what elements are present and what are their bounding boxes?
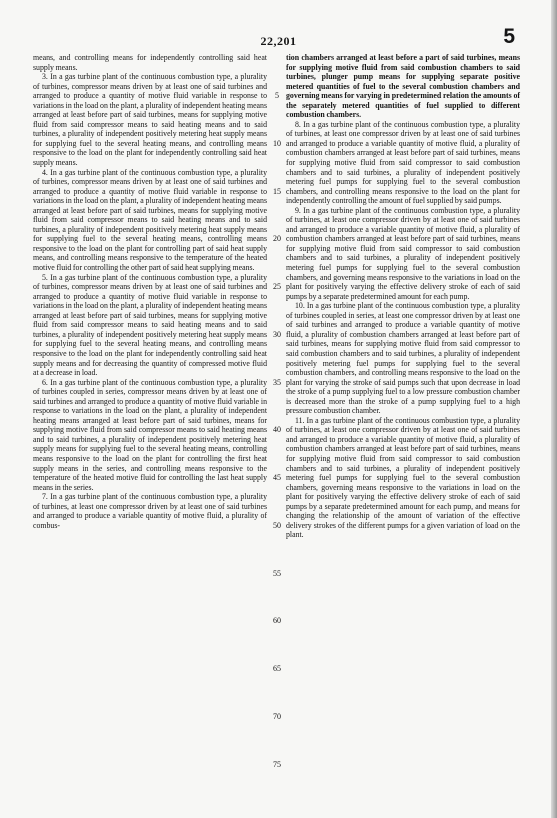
right-column — [286, 53, 520, 540]
line-number: 20 — [273, 234, 281, 244]
claim-paragraph: 8. In a gas turbine plant of the continuous combustion type, a plurality of turbines, at least one compressor driven by at least one of said turbines and arranged to produce a variable quantity of motive fluid, a plurality of combustion chambers arranged at least before part of said turbines, means for supplying motive fluid from said compressor to said combustion chambers and to said turbines, a plurality of independent positively metering fuel pumps for supplying fuel to the several combustion chambers, and controlling means responsive to the load on the plant for independently controlling the amount of fuel supplied by said pumps. — [286, 119, 520, 206]
claim-paragraph: 9. In a gas turbine plant of the continuous combustion type, a plurality of turbines, at least one compressor driven by at least one of said turbines and arranged to produce a variable quantity of motive fluid, a plurality of combustion chambers arranged at least before part of said turbines, means for supplying motive fluid from said compressor to said combustion chambers and to said turbines, a plurality of independent positively metering fuel pumps for supplying fuel to the several combustion chambers, and governing means responsive to the variations in load on the plant for positively varying the effective delivery stroke of each of said pumps by a separate predetermined amount for each pump. — [286, 205, 520, 301]
line-number: 10 — [273, 138, 281, 148]
claim-paragraph: 3. In a gas turbine plant of the continuous combustion type, a plurality of turbines, compressor means driven by at least one of said turbines and arranged to produce a quantity of motive fluid variable in response to variations in the load on the plant, a plurality of independent heating means arranged at least before part of said turbines, means for supplying motive fluid from said compressor means to said heating means and to said turbines, a plurality of independent positively metering heat supply means for supplying fuel to the several heating means, and controlling means responsive to the load on the plant for independently controlling said heat supply means. — [33, 72, 267, 168]
line-number: 15 — [273, 186, 281, 196]
line-number: 50 — [273, 520, 281, 530]
line-number: 75 — [273, 759, 281, 769]
line-number: 30 — [273, 329, 281, 339]
claim-paragraph: 6. In a gas turbine plant of the continuous combustion type, a plurality of turbines coupled in series, compressor means driven by at least one of said turbines and arranged to produce a quantity of motive fluid variable in response to variations in the load on the plant, a plurality of independent heating means arranged at least before part of said turbines, means for supplying motive fluid from said compressor means to said heating means and to said turbines, a plurality of independent positively metering heat supply means for supplying fuel to the several heating means, controlling means responsive to the load on the plant for controlling the first heat supply means in the series, and controlling means responsive to the temperature of the heated motive fluid for controlling the last heat supply means in the series. — [33, 377, 267, 492]
claim-paragraph: 10. In a gas turbine plant of the continuous combustion type, a plurality of turbines coupled in series, at least one compressor driven by at least one of said turbines and arranged to produce a variable quantity of motive fluid, a plurality of combustion chambers arranged at least before part of said turbines, means for supplying motive fluid from said compressor to said combustion chambers and to said turbines, a plurality of independent positively metering fuel pumps for supplying fuel to the several combustion chambers, and controlling means responsive to the load on the plant for varying the stroke of said pumps such that upon decrease in load the stroke of a pump supplying fuel to a low pressure combustion chamber is decreased more than the stroke of a pump supplying fuel to a high pressure combustion chamber. — [286, 301, 520, 416]
line-number: 40 — [273, 425, 281, 435]
line-number: 35 — [273, 377, 281, 387]
page-fold-shadow — [551, 0, 557, 818]
line-number: 25 — [273, 282, 281, 292]
claim-paragraph: tion chambers arranged at least before a part of said turbines, means for supplying motive fluid from said combustion chambers to said turbines, plunger pump means for supplying separate positive metered quantities of fuel to the several combustion chambers and governing means for varying in predetermined relation the amounts of the separately metered quantities of fuel supplied to different combustion chambers. — [286, 53, 520, 120]
line-number: 45 — [273, 473, 281, 483]
line-number: 55 — [273, 568, 281, 578]
page-number: 5 — [503, 25, 515, 48]
claim-paragraph: 4. In a gas turbine plant of the continuous combustion type, a plurality of turbines, compressor means driven by at least one of said turbines and arranged to produce a quantity of motive fluid variable in response to variations in the load on the plant, a plurality of independent heating means arranged at least before part of said turbines, means for supplying motive fluid from said compressor means to said heating means and to said turbines, a plurality of independent positively metering heat supply means for supplying fuel to the several heating means, controlling means responsive to the load on the plant for controlling part of said heat supply means, and controlling means responsive to the temperature of the heated motive fluid for controlling the other part of said heat supplying means. — [33, 167, 267, 273]
claim-paragraph: means, and controlling means for independently controlling said heat supply means. — [33, 53, 267, 72]
claim-paragraph: 7. In a gas turbine plant of the continuous combustion type, a plurality of turbines, at least one compressor driven by at least one of said turbines and arranged to produce a variable quantity of motive fluid, a plurality of combus- — [33, 492, 267, 530]
line-number: 5 — [275, 91, 279, 101]
claim-paragraph: 11. In a gas turbine plant of the continuous combustion type, a plurality of turbines, at least one compressor driven by at least one of said turbines and arranged to produce a variable quantity of motive fluid, a plurality of combustion chambers arranged at least before part of said turbines, means for supplying motive fluid from said compressor to said combustion chambers and to said turbines, a plurality of independent positively metering fuel pumps for supplying fuel to the several combustion chambers, governing means responsive to the variations in load on the plant for positively varying the effective delivery stroke of each of said pumps by a separate predetermined amount for each pump, and means for changing the relationship of the amount of variation of the effective delivery strokes of the different pumps for a given variation of load on the plant. — [286, 415, 520, 540]
left-column — [33, 53, 267, 530]
line-number: 65 — [273, 664, 281, 674]
line-number: 70 — [273, 711, 281, 721]
patent-number: 22,201 — [260, 34, 297, 48]
claim-paragraph: 5. In a gas turbine plant of the continuous combustion type, a plurality of turbines, compressor means driven by at least one of said turbines and arranged to produce a quantity of motive fluid variable in response to variations in the load on the plant, a plurality of independent heating means arranged at least before part of said turbines, means for supplying motive fluid from said compressor means to said heating means and to said turbines, a plurality of independent positively metering heat supply means for supplying fuel to the several heating means, and controlling means responsive to the load on the plant for independently controlling said heat supply means and for decreasing the quantity of compressed motive fluid at a decrease in load. — [33, 272, 267, 378]
line-number: 60 — [273, 616, 281, 626]
